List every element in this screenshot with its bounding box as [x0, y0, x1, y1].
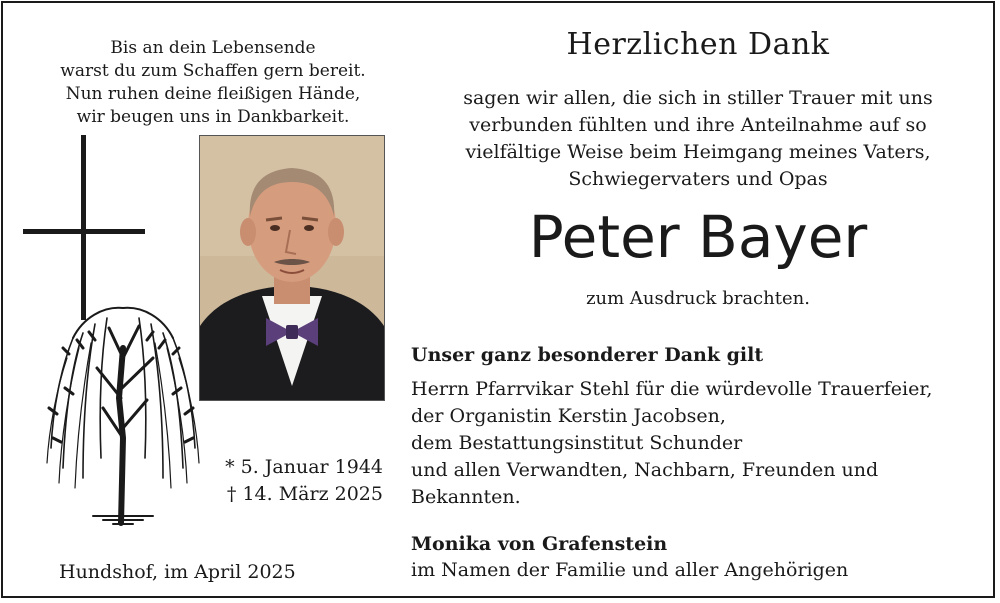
poem-line: Nun ruhen deine fleißigen Hände, — [65, 84, 361, 104]
cross-horizontal-beam — [23, 229, 145, 234]
portrait-photo — [199, 135, 385, 401]
poem — [33, 37, 393, 129]
life-dates — [199, 454, 383, 508]
birth-date: * 5. Januar 1944 — [225, 456, 383, 478]
obituary-card — [1, 1, 995, 598]
portrait-illustration — [200, 136, 384, 400]
page-title: Herzlichen Dank — [566, 27, 830, 62]
special-thanks-heading: Unser ganz besonderer Dank gilt — [411, 344, 764, 366]
poem-line: warst du zum Schaffen gern bereit. — [60, 61, 366, 81]
thanks-line: und allen Verwandten, Nachbarn, Freunden und — [411, 459, 879, 481]
intro-text — [443, 85, 953, 193]
thanks-line: Bekannten. — [411, 486, 521, 508]
thanks-line: Herrn Pfarrvikar Stehl für die würdevolle Trauerfeier, — [411, 378, 933, 400]
intro-line: vielfältige Weise beim Heimgang meines Vaters, — [465, 141, 931, 163]
special-thanks-list — [411, 376, 932, 511]
death-date: † 14. März 2025 — [226, 483, 383, 505]
expression-text: zum Ausdruck brachten. — [586, 288, 810, 309]
thanks-line: der Organistin Kerstin Jacobsen, — [411, 405, 726, 427]
signer-subtitle: im Namen der Familie und aller Angehörigen — [411, 559, 849, 581]
weeping-willow-icon — [43, 288, 203, 528]
poem-line: Bis an dein Lebensende — [110, 38, 316, 58]
poem-line: wir beugen uns in Dankbarkeit. — [76, 107, 350, 127]
signer-name: Monika von Grafenstein — [411, 533, 668, 555]
intro-line: sagen wir allen, die sich in stiller Trauer mit uns — [463, 87, 933, 109]
intro-line: verbunden fühlten und ihre Anteilnahme auf so — [469, 114, 927, 136]
thanks-line: dem Bestattungsinstitut Schunder — [411, 432, 743, 454]
place-and-date: Hundshof, im April 2025 — [59, 561, 296, 583]
deceased-name: Peter Bayer — [528, 203, 868, 271]
intro-line: Schwiegervaters und Opas — [568, 168, 828, 190]
